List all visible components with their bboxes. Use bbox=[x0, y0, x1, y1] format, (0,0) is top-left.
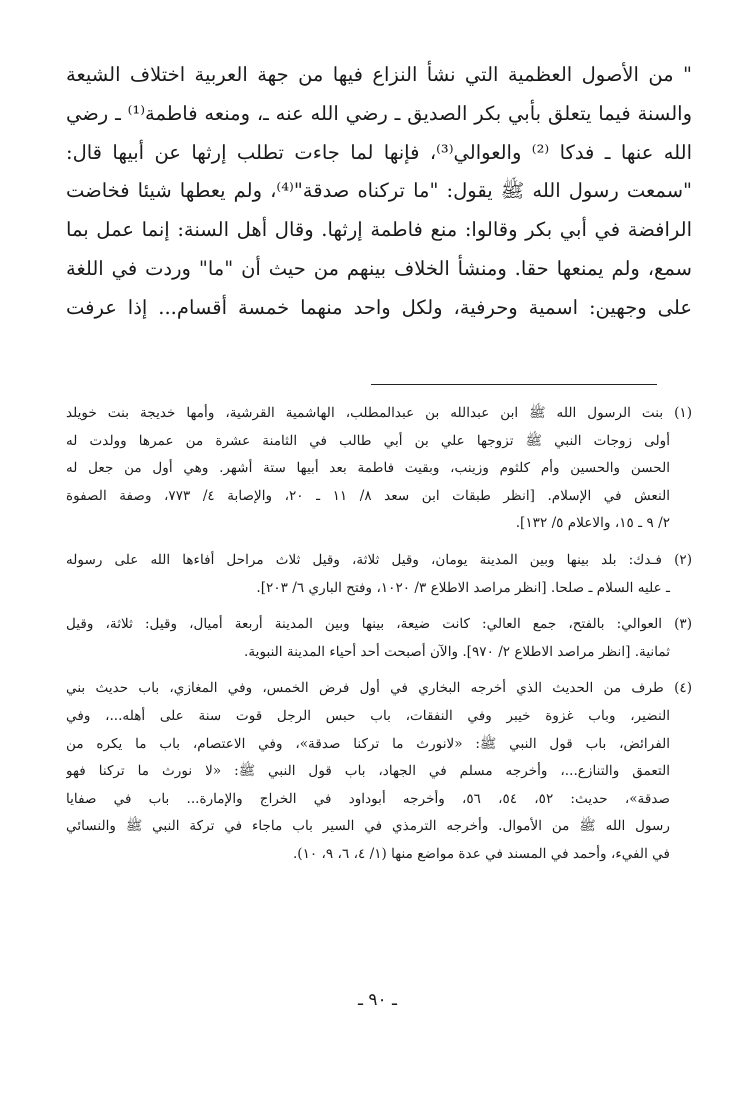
main-text-line: سمع، ولم يمنعها حقا. ومنشأ الخلاف بينهم من حيث أن "ما" وردت في اللغة bbox=[66, 256, 692, 280]
footnote-line: النعش في الإسلام. [انظر طبقات ابن سعد ٨/ ١١ ـ ٢٠، والإصابة ٤/ ٧٧٣، وصفة الصفوة bbox=[66, 487, 670, 504]
footnote-line: صدقة»، حديث: ٥٢، ٥٤، ٥٦، وأخرجه أبوداود في الخراج والإمارة... باب في صفايا bbox=[66, 790, 671, 807]
main-text-block bbox=[66, 56, 692, 328]
footnote-line: رسول الله ﷺ من الأموال. وأخرجه الترمذي في السير باب ماجاء في تركة النبي ﷺ والنسائي bbox=[66, 818, 670, 835]
main-text-line: "سمعت رسول الله ﷺ يقول: "ما تركناه صدقة"⁽⁴⁾، ولم يعطها شيئا فخاضت bbox=[66, 179, 692, 203]
footnotes-section bbox=[66, 400, 692, 878]
footnote-line: (٢) فـدك: بلد بينها وبين المدينة يومان، وقيل ثلاثة، وقيل ثلاث مراحل أفاءها الله على رسوله bbox=[66, 551, 692, 568]
main-text-line: " من الأصول العظمية التي نشأ النزاع فيها من جهة العربية اختلاف الشيعة bbox=[66, 63, 692, 86]
main-text-line: الله عنها ـ فدكا ⁽²⁾ والعوالي⁽³⁾، فإنها لما جاءت تطلب إرثها عن أبيها قال: bbox=[66, 140, 692, 164]
footnote-line: (٤) طرف من الحديث الذي أخرجه البخاري في أول فرض الخمس، وفي المغازي، باب حديث بني bbox=[66, 680, 692, 697]
footnote-line: في الفيء، وأحمد في المسند في عدة مواضع منها (١/ ٤، ٦، ٩، ١٠). bbox=[292, 845, 670, 862]
main-text-line: على وجهين: اسمية وحرفية، ولكل واحد منهما خمسة أقسام... إذا عرفت bbox=[66, 295, 692, 319]
footnote-3 bbox=[66, 611, 692, 666]
footnote-line: التعمق والتنازع...، وأخرجه مسلم في الجهاد، باب قول النبي ﷺ: «لا نورث ما تركنا فهو bbox=[66, 763, 670, 780]
footnote-divider bbox=[371, 384, 657, 385]
footnote-line: (١) بنت الرسول الله ﷺ ابن عبدالله بن عبدالمطلب، الهاشمية القرشية، وأمها خديجة بنت خويلد bbox=[66, 405, 692, 421]
footnote-2 bbox=[66, 547, 692, 602]
main-text-line: الرافضة في أبي بكر وقالوا: منع فاطمة إرثها. وقال أهل السنة: إنما عمل بما bbox=[66, 218, 692, 242]
footnote-4 bbox=[66, 675, 692, 868]
footnote-line: أولى زوجات النبي ﷺ تزوجها علي بن أبي طالب في الثامنة عشرة من عمرها وولدت له bbox=[66, 432, 670, 449]
footnote-line: ثمانية. [انظر مراصد الاطلاع ٢/ ٩٧٠]. والآن أصبحت أحد أحياء المدينة النبوية. bbox=[244, 643, 670, 660]
footnote-line: (٣) العوالي: بالفتح، جمع العالي: كانت ضيعة، بينها وبين المدينة أربعة أميال، وقيل: ثلاثة، وقيل bbox=[66, 616, 692, 633]
footnote-1 bbox=[66, 400, 692, 538]
footnote-line: الحسن والحسين وأم كلثوم وزينب، وبقيت فاطمة بعد أبيها ستة أشهر. وهي أول من جعل له bbox=[66, 460, 670, 477]
page-number: ـ ٩٠ ـ bbox=[357, 990, 398, 1010]
footnote-line: الفرائض، باب قول النبي ﷺ: «لانورث ما تركنا صدقة»، وفي الاعتصام، باب ما يكره من bbox=[66, 735, 670, 752]
footnote-line: ـ عليه السلام ـ صلحا. [انظر مراصد الاطلاع ٣/ ١٠٢٠، وفتح الباري ٦/ ٢٠٣]. bbox=[256, 579, 670, 596]
footnote-line: النضير، وباب غزوة خيبر وفي النفقات، باب حبس الرجل قوت سنة على أهله...، وفي bbox=[66, 707, 670, 724]
main-text-line: والسنة فيما يتعلق بأبي بكر الصديق ـ رضي الله عنه ـ، ومنعه فاطمة⁽¹⁾ ـ رضي bbox=[66, 101, 692, 125]
footnote-line: ٢/ ٩ ـ ١٥، والاعلام ٥/ ١٣٢]. bbox=[515, 515, 670, 532]
